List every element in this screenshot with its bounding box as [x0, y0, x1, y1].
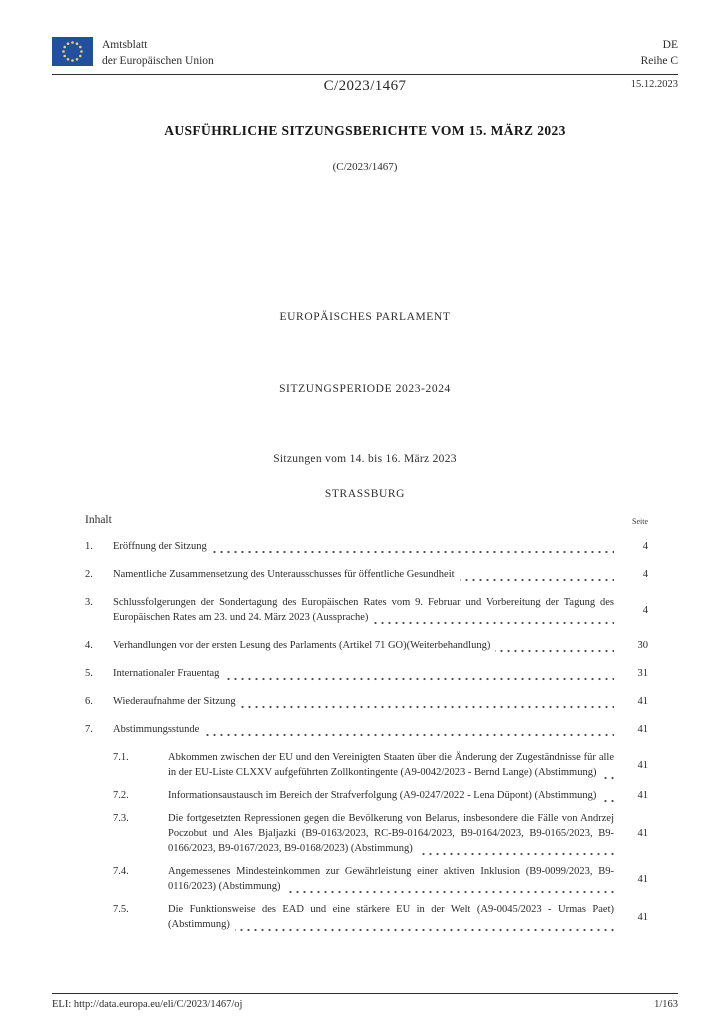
toc-entry-page: 41	[637, 873, 648, 885]
toc-entry-number: 7.4.	[113, 866, 129, 877]
toc-entry	[85, 539, 648, 554]
toc-entry-page: 41	[637, 696, 648, 707]
toc-page-column-label: Seite	[632, 517, 648, 526]
institution-line: EUROPÄISCHES PARLAMENT	[279, 311, 451, 323]
toc-entry-text: Die Funktionsweise des EAD und eine stärkere EU in der Welt (A9-0045/2023 - Urmas Paet) (Abstimmung)	[168, 904, 614, 930]
toc-entry	[85, 722, 648, 737]
toc-entry	[85, 694, 648, 709]
toc-entry-text: Namentliche Zusammensetzung des Unterausschusses für öffentliche Gesundheit	[113, 567, 460, 582]
toc-entry	[85, 902, 648, 932]
masthead	[52, 37, 678, 69]
publication-name-line2: der Europäischen Union	[102, 55, 214, 67]
toc-entry-number: 4.	[85, 640, 93, 651]
language-code: DE	[662, 39, 678, 51]
toc-entry-number: 6.	[85, 696, 93, 707]
toc-entry	[85, 638, 648, 653]
sessions-dates-line: Sitzungen vom 14. bis 16. März 2023	[273, 453, 457, 465]
toc-entry-number: 3.	[85, 597, 93, 608]
toc-entry-text-cell	[113, 539, 614, 554]
session-period-line: SITZUNGSPERIODE 2023-2024	[279, 383, 451, 395]
masthead-right	[641, 37, 678, 69]
toc-entry-text-cell	[113, 666, 614, 681]
toc-entry-text: Abstimmungsstunde	[113, 722, 204, 737]
page-indicator: 1/163	[654, 999, 678, 1010]
toc-entry-text-cell	[113, 638, 614, 653]
series-label: Reihe C	[640, 55, 678, 67]
publication-name	[102, 37, 214, 69]
toc-entry-number: 7.	[85, 724, 93, 735]
header-rule	[52, 74, 678, 75]
toc-entry-number: 2.	[85, 569, 93, 580]
document-title: AUSFÜHRLICHE SITZUNGSBERICHTE VOM 15. MÄRZ 2023	[164, 123, 566, 138]
publication-name-line1: Amtsblatt	[102, 39, 148, 51]
toc-entry-text: Internationaler Frauentag	[113, 666, 224, 681]
toc-entry-text-cell	[113, 567, 614, 582]
toc-entry	[85, 864, 648, 894]
toc-entry-text: Eröffnung der Sitzung	[113, 539, 212, 554]
toc-entry-page: 41	[637, 828, 648, 839]
footer-row	[52, 999, 678, 1010]
toc-header	[85, 514, 648, 526]
toc-entry-text: Informationsaustausch im Bereich der Strafverfolgung (A9-0247/2022 - Lena Düpont) (Abstimmung)	[168, 788, 601, 803]
toc-entry-page: 31	[637, 668, 648, 679]
toc-entry-page: 4	[642, 604, 648, 616]
toc-entry-page: 30	[637, 640, 648, 651]
toc-entry-text-cell	[113, 694, 614, 709]
toc-entry	[85, 788, 648, 803]
document-title-reference: (C/2023/1467)	[332, 161, 398, 173]
toc-entry-number: 7.2.	[113, 790, 129, 801]
document-number: C/2023/1467	[323, 78, 407, 94]
toc-entry-text-cell	[168, 864, 614, 894]
toc-entry	[85, 750, 648, 780]
toc-entry-number: 1.	[85, 541, 93, 552]
toc-entry	[85, 666, 648, 681]
toc-entry-page: 4	[642, 541, 648, 552]
masthead-left	[52, 37, 214, 69]
toc-entry	[85, 567, 648, 582]
toc-entry	[85, 811, 648, 856]
eli-link[interactable]: ELI: http://data.europa.eu/eli/C/2023/1467/oj	[52, 999, 243, 1010]
toc-entry	[85, 595, 648, 625]
toc-entry-text: Schlussfolgerungen der Sondertagung des Europäischen Rates vom 9. Februar und Vorbereitung der Tagung des Europäischen Rates am 23. und 24. März 2023 (Aussprache)	[113, 597, 614, 623]
location-line: STRASSBURG	[324, 488, 406, 500]
table-of-contents	[85, 514, 648, 932]
toc-entry-page: 41	[637, 759, 648, 771]
toc-entry-text: Verhandlungen vor der ersten Lesung des Parlaments (Artikel 71 GO)(Weiterbehandlung)	[113, 638, 495, 653]
toc-entry-text-cell	[168, 902, 614, 932]
footer-rule	[52, 993, 678, 994]
toc-entry-page: 41	[637, 911, 648, 923]
toc-entry-number: 7.3.	[113, 813, 129, 824]
toc-entry-page: 4	[642, 569, 648, 580]
toc-entry-number: 7.1.	[113, 752, 129, 763]
toc-entry-text-cell	[168, 788, 614, 803]
publication-date: 15.12.2023	[630, 79, 678, 90]
eu-flag-icon	[52, 37, 93, 66]
toc-list	[85, 539, 648, 932]
toc-entry-text-cell	[168, 811, 614, 856]
toc-entry-text: Wiederaufnahme der Sitzung	[113, 694, 241, 709]
toc-entry-page: 41	[637, 724, 648, 735]
toc-heading: Inhalt	[85, 514, 112, 526]
toc-entry-text-cell	[168, 750, 614, 780]
toc-entry-text-cell	[113, 722, 614, 737]
toc-entry-number: 7.5.	[113, 904, 129, 915]
toc-entry-page: 41	[637, 790, 648, 801]
toc-entry-text: Angemessenes Mindesteinkommen zur Gewährleistung einer aktiven Inklusion (B9-0099/2023, B9-0116/2023) (Abstimmung)	[168, 866, 614, 892]
page-footer	[52, 993, 678, 1010]
toc-entry-text-cell	[113, 595, 614, 625]
toc-entry-number: 5.	[85, 668, 93, 679]
toc-entry-text: Abkommen zwischen der EU und den Vereinigten Staaten über die Änderung der Zugeständnisse für alle in der EU-Liste CLXXV aufgeführten Zollkontingente (A9-0042/2023 - Bernd Lange) (Abstimmung)	[168, 752, 614, 778]
toc-entry-text: Die fortgesetzten Repressionen gegen die Bevölkerung von Belarus, insbesondere die Fälle von Andrzej Poczobut und Ales Bjaljazki (B9-0163/2023, RC-B9-0164/2023, B9-0164/2023, B9-0165/2023, B9-0166/2023, B9-0167/2023, B9-0168/2023) (Abstimmung)	[168, 813, 614, 854]
